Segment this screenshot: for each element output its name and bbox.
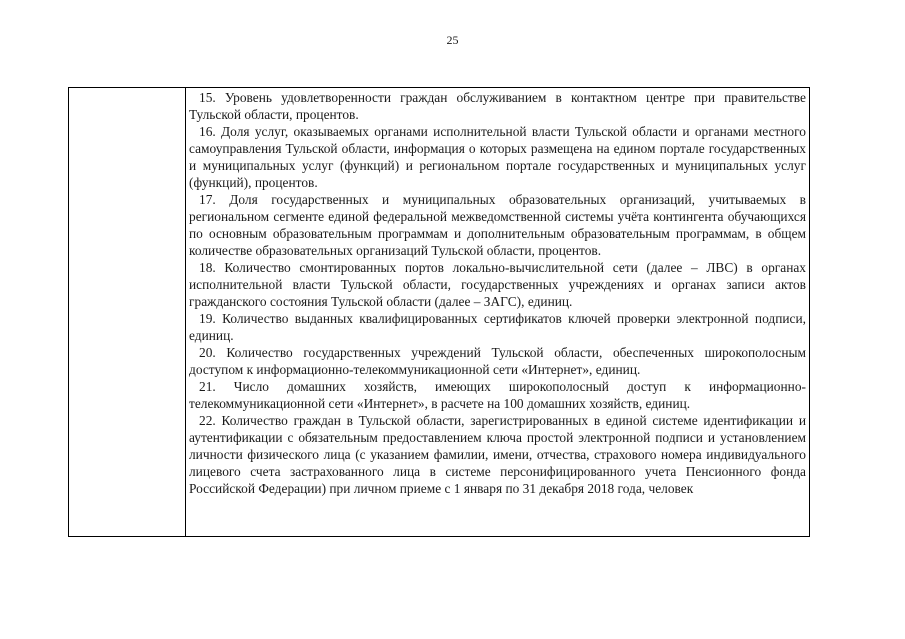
table-left-cell bbox=[69, 88, 186, 536]
indicator-item-22: 22. Количество граждан в Тульской области, зарегистрированных в единой системе идентификации и аутентификации с обязательным предоставлением ключа простой электронной подписи и установлением личности физического лица (с указанием фамилии, имени, отчества, страхового номера индивидуального лицевого счета застрахованного лица в системе персонифицированного учета Пенсионного фонда Российской Федерации) при личном приеме с 1 января по 31 декабря 2018 года, человек bbox=[189, 413, 806, 496]
table-right-cell bbox=[186, 88, 809, 536]
indicator-item-15: 15. Уровень удовлетворенности граждан обслуживанием в контактном центре при правительстве Тульской области, процентов. bbox=[189, 90, 806, 122]
indicator-item-16: 16. Доля услуг, оказываемых органами исполнительной власти Тульской области и органами местного самоуправления Тульской области, информация о которых размещена на едином портале государственных и муниципальных услуг (функций) и региональном портале государственных и муниципальных услуг (функций), процентов. bbox=[189, 124, 806, 190]
page-number: 25 bbox=[446, 33, 459, 47]
indicator-item-20: 20. Количество государственных учреждений Тульской области, обеспеченных широкополосным доступом к информационно-телекоммуникационной сети «Интернет», единиц. bbox=[189, 345, 806, 377]
indicator-item-19: 19. Количество выданных квалифицированных сертификатов ключей проверки электронной подписи, единиц. bbox=[189, 311, 806, 343]
indicator-item-18: 18. Количество смонтированных портов локально-вычислительной сети (далее – ЛВС) в органах исполнительной власти Тульской области, государственных учреждениях и органах записи актов гражданского состояния Тульской области (далее – ЗАГС), единиц. bbox=[189, 260, 806, 309]
indicator-item-17: 17. Доля государственных и муниципальных образовательных организаций, учитываемых в региональном сегменте единой федеральной межведомственной системы учёта контингента обучающихся по основным образовательным программам и дополнительным образовательным программам, в общем количестве образовательных организаций Тульской области, процентов. bbox=[189, 192, 806, 258]
indicator-table bbox=[68, 87, 810, 537]
indicator-item-21: 21. Число домашних хозяйств, имеющих широкополосный доступ к информационно-телекоммуникационной сети «Интернет», в расчете на 100 домашних хозяйств, единиц. bbox=[189, 379, 806, 411]
